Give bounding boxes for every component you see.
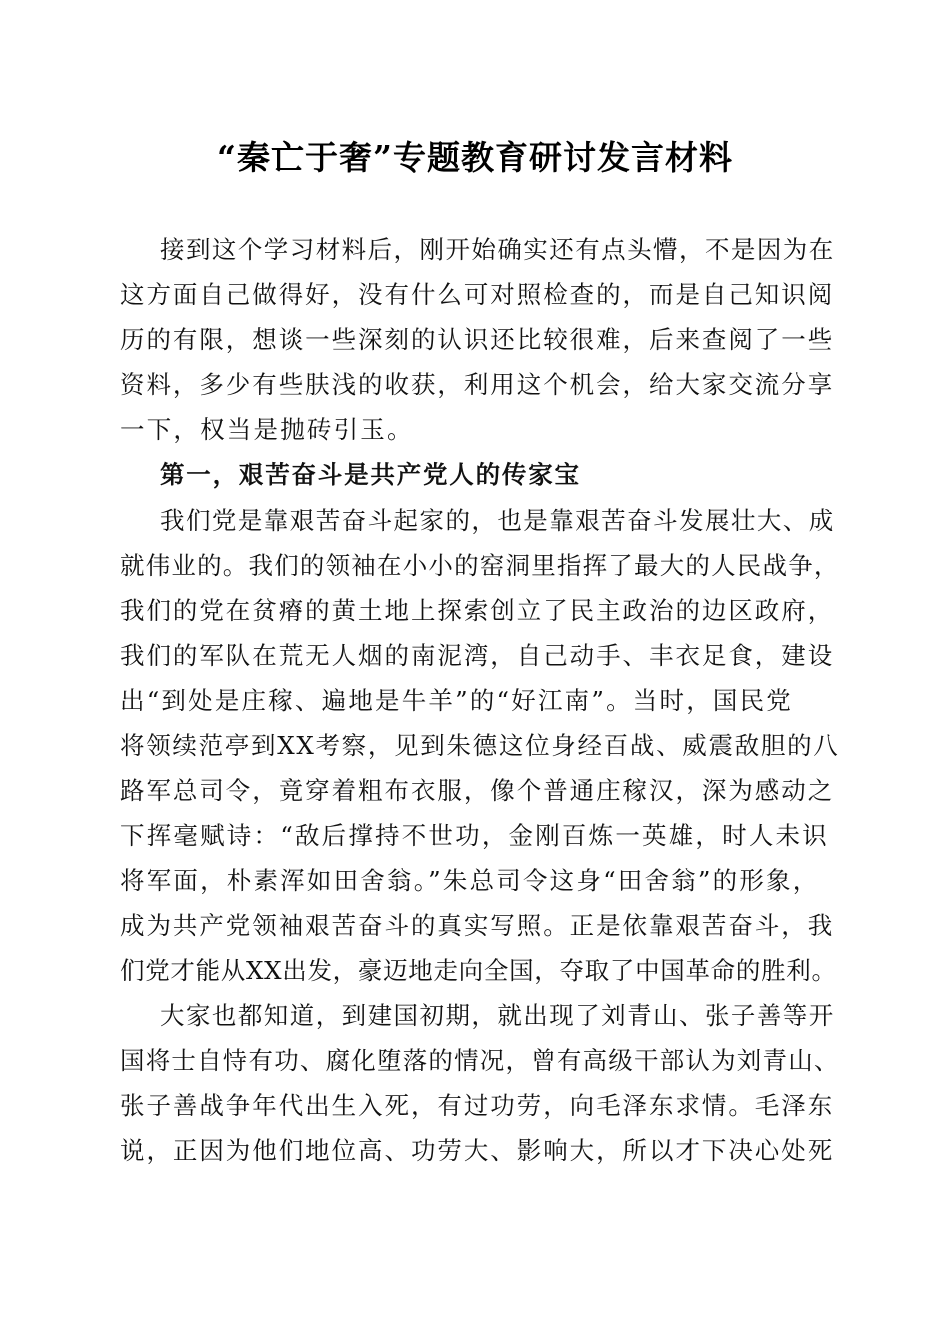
paragraph-line: 说，正因为他们地位高、功劳大、影响大，所以才下决心处死 [120, 1136, 835, 1165]
paragraph-line: 资料，多少有些肤浅的收获，利用这个机会，给大家交流分享 [120, 370, 835, 399]
paragraph-line: 接到这个学习材料后，刚开始确实还有点头懵，不是因为在 [160, 235, 835, 264]
paragraph-line: 将领续范亭到XX考察，见到朱德这位身经百战、威震敌胆的八 [120, 731, 840, 760]
paragraph-line: 这方面自己做得好，没有什么可对照检查的，而是自己知识阅 [120, 280, 835, 309]
paragraph-line: 路军总司令，竟穿着粗布衣服，像个普通庄稼汉，深为感动之 [120, 776, 835, 805]
paragraph-line: 们党才能从XX出发，豪迈地走向全国，夺取了中国革命的胜利。 [120, 956, 837, 985]
paragraph-line: 大家也都知道，到建国初期，就出现了刘青山、张子善等开 [160, 1001, 835, 1030]
paragraph-line: 一下，权当是抛砖引玉。 [120, 415, 414, 444]
paragraph-line: 历的有限，想谈一些深刻的认识还比较很难，后来查阅了一些 [120, 325, 835, 354]
paragraph-line: 下挥毫赋诗：“敌后撑持不世功，金刚百炼一英雄，时人未识 [120, 821, 829, 850]
paragraph-line: 就伟业的。我们的领袖在小小的窑洞里指挥了最大的人民战争， [120, 551, 840, 580]
paragraph-line: 我们党是靠艰苦奋斗起家的，也是靠艰苦奋斗发展壮大、成 [160, 506, 835, 535]
paragraph-line: 将军面，朴素浑如田舍翁。”朱总司令这身“田舍翁”的形象， [120, 866, 820, 895]
paragraph-line: 我们的党在贫瘠的黄土地上探索创立了民主政治的边区政府， [120, 596, 835, 625]
paragraph-line: 成为共产党领袖艰苦奋斗的真实写照。正是依靠艰苦奋斗，我 [120, 911, 835, 940]
paragraph-line: 国将士自恃有功、腐化堕落的情况，曾有高级干部认为刘青山、 [120, 1046, 840, 1075]
paragraph-line: 出“到处是庄稼、遍地是牛羊”的“好江南”。当时，国民党 [120, 686, 793, 715]
section-heading: 第一，艰苦奋斗是共产党人的传家宝 [160, 460, 581, 489]
document-title: “秦亡于奢”专题教育研讨发言材料 [217, 138, 733, 177]
paragraph-line: 我们的军队在荒无人烟的南泥湾，自己动手、丰衣足食，建设 [120, 641, 835, 670]
paragraph-line: 张子善战争年代出生入死，有过功劳，向毛泽东求情。毛泽东 [120, 1091, 835, 1120]
